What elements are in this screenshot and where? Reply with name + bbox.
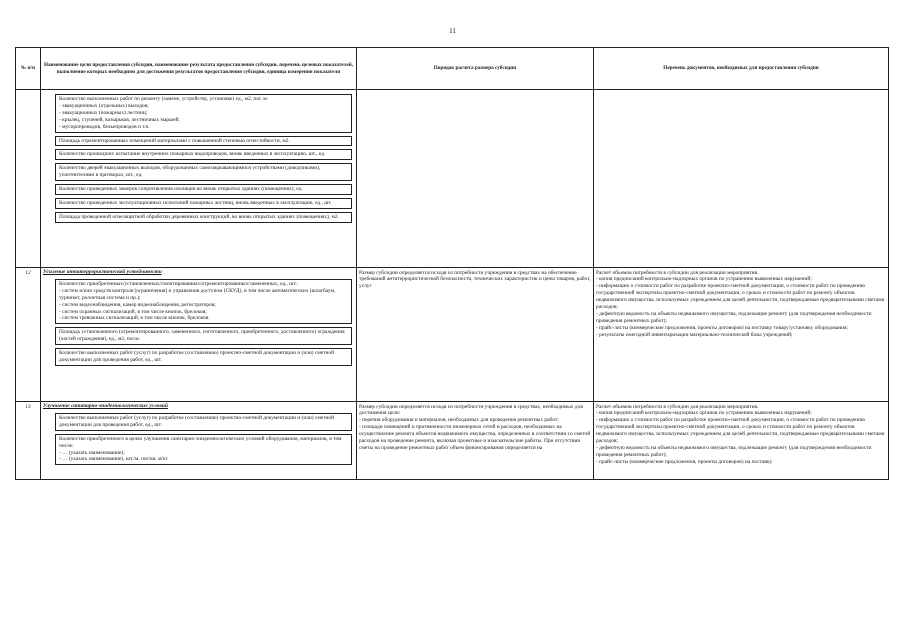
indicator-box bbox=[55, 212, 352, 223]
indicator-text: Количество выполненных работ по ремонту (замене, устройству, установке) ед., м2, пог. м: bbox=[59, 96, 269, 102]
section-13-row bbox=[16, 402, 889, 480]
doc-line: - копия предписаний контрольно-надзорных органов по устранению выявленных нарушений; bbox=[596, 276, 812, 283]
indicator-bullet: - эвакуационных (отдельных) выходов; bbox=[59, 102, 149, 109]
indicator-text: Площадь отремонтированных помещений материалами с повышенной степенью огнестойкости, м2. bbox=[59, 137, 290, 144]
indicator-text: Количество прошедших испытание внутренних пожарных водопроводов, вновь введенных в эксплуатацию, шт., ед. bbox=[59, 151, 326, 158]
header-docs: Перечень документов, необходимых для предоставления субсидии bbox=[594, 48, 889, 90]
header-name: Наименование цели предоставления субсидии, наименование результата предоставления субсидии, перечень целевых показателей, выполнение которых необходимо для достижения результатов предоставления субсидии, единица измерения показателя bbox=[41, 48, 357, 90]
doc-line: Расчет объемов потребности в субсидии для реализации мероприятия. bbox=[596, 403, 759, 410]
indicator-text: Площадь проведенной огнезащитной обработки деревянных конструкций, во вновь открытых зданиях (помещениях), м2. bbox=[59, 213, 339, 220]
continuation-items bbox=[41, 90, 357, 268]
doc-line: Расчет объемов потребности в субсидии для реализации мероприятия. bbox=[596, 269, 759, 276]
section-12-calc bbox=[357, 268, 594, 402]
header-calc: Порядок расчета размера субсидии bbox=[357, 48, 594, 90]
indicator-box bbox=[55, 348, 352, 366]
indicator-box bbox=[55, 327, 352, 345]
indicator-box bbox=[55, 198, 352, 209]
section-12-row bbox=[16, 268, 889, 402]
section-12-items bbox=[41, 268, 357, 402]
doc-line: - дефектную ведомость на объекты недвижимого имущества, подлежащие ремонту (для подтверждения необходимости проведения ремонтных работ); bbox=[596, 444, 872, 458]
indicator-bullet: - систем и/или средств контроля (ограничения) и управления доступом (СКУД), в том числе автоматических (шлагбаум, турникет, роллетная система и пр.); bbox=[59, 287, 336, 301]
indicator-text: Количество проведенных эксплуатационных испытаний пожарных лестниц, вновь введенных в эксплуатацию, ед., шт. bbox=[59, 200, 332, 207]
continuation-num bbox=[16, 90, 41, 268]
indicator-bullet: - систем тревожных сигнализаций, в том числе кнопок, брелоков. bbox=[59, 315, 210, 322]
continuation-row bbox=[16, 90, 889, 268]
indicator-text: Количество выполненных работ (услуг) по разработке (составлению) проектно-сметной документации и (или) сметной документации для проведения работ, ед., шт. bbox=[59, 350, 334, 364]
calc-text: - перечня оборудования и материалов, необходимых для проведения ремонтных работ; bbox=[359, 417, 559, 424]
indicator-text: Количество приобретенных/установленных/смонтированных/отремонтированных/замененных, ед., шт.: bbox=[59, 280, 299, 287]
indicator-bullet: - систем охранных сигнализаций, в том числе кнопок, брелоков; bbox=[59, 308, 207, 315]
indicator-box bbox=[55, 136, 352, 147]
indicator-box bbox=[55, 279, 352, 324]
indicator-box bbox=[55, 149, 352, 160]
indicator-bullet: - … (указать наименование), шт./м. пог/кв. м/кг bbox=[59, 456, 168, 463]
section-12-docs bbox=[594, 268, 889, 402]
section-12-title: Усиление антитеррористической устойчивости bbox=[43, 269, 162, 275]
indicator-text: Количество дверей эвакуационных выходов, оборудованных самозакрывающимися устройствами (доводчиками), уплотнителями в притворах, шт., ед. bbox=[59, 165, 321, 179]
doc-line: - прайс-листы (коммерческие предложения, проекты договоров) на поставку товару/установку оборудования; bbox=[596, 324, 848, 331]
indicator-bullet: - крылец, ступеней, козырьков, лестничных маршей; bbox=[59, 116, 180, 123]
section-13-title: Улучшение санитарно-эпидемиологических условий bbox=[43, 403, 168, 409]
indicator-box bbox=[55, 434, 352, 466]
doc-line: - дефектную ведомость на объекты недвижимого имущества, подлежащие ремонту (для подтверждения необходимости проведения ремонтных работ); bbox=[596, 310, 872, 324]
indicator-text: Количество выполненных работ (услуг) по разработке (составлению) проектно-сметной документации и (или) сметной документации для проведения работ, ед., шт. bbox=[59, 414, 334, 428]
calc-text: - площади помещений и протяженности инженерных сетей и расходов, необходимых на осуществление ремонта объектов недвижимого имущества, определенных в соответствии со сметой расходов на проведение ремонта, включая проектные и изыскательские работы. При отсутствии сметы на проведение ремонтных работ объем финансирования определяется на bbox=[359, 424, 591, 451]
calc-text: Размер субсидии определяется исходя из потребности учреждения в средствах, необходимых для достижения цели: bbox=[359, 403, 583, 417]
header-row bbox=[16, 48, 889, 90]
doc-line: - результаты ежегодной инвентаризации материально-технической базы учреждений; bbox=[596, 331, 793, 338]
doc-line: - информацию о стоимости работ по разработке проектно-сметной документации, о стоимости работ по проведению государственной экспертизы проектно-сметной документации, о сроках и стоимости работ по ремонту объектов недвижимого имущества, используемых учреждением для целей деятельности, подтверждаемые предварительными сметами расходов; bbox=[596, 417, 885, 445]
section-13-num: 13 bbox=[16, 402, 41, 480]
doc-line: - копия предписаний контрольно-надзорных органов по устранению выявленных нарушений; bbox=[596, 410, 812, 417]
section-13-items bbox=[41, 402, 357, 480]
doc-line: - информацию о стоимости работ по разработке проектно-сметной документации, о стоимости работ по проведению государственной экспертизы проектно-сметной документации, о сроках и стоимости работ по ремонту объектов недвижимого имущества, используемых учреждением для целей деятельности, подтверждаемые предварительными сметами расходов; bbox=[596, 283, 885, 311]
indicator-text: Площадь установленного (отремонтированного, замененного, изготовленного, приобретенного, доставленного) ограждения (частей ограждения), ед., м2, пог.м. bbox=[59, 329, 345, 343]
indicator-bullet: - систем видеонаблюдения, камер видеонаблюдения, регистраторов; bbox=[59, 301, 216, 308]
section-13-docs bbox=[594, 402, 889, 480]
section-12-num: 12 bbox=[16, 268, 41, 402]
header-num: № п/п bbox=[16, 48, 41, 90]
continuation-calc bbox=[357, 90, 594, 268]
indicator-text: Количество проведенных замеров сопротивления изоляции во вновь открытых зданиях (помещениях), ед. bbox=[59, 186, 303, 193]
indicator-box bbox=[55, 413, 352, 431]
subsidy-table bbox=[15, 47, 889, 480]
calc-text: Размер субсидии определяется исходя из потребности учреждения в средствах на обеспечение требований антитеррористической безопасности, технических характеристик и цены товаров, работ, услуг bbox=[359, 269, 591, 290]
indicator-bullet: - эвакуационных (пожарных) лестниц; bbox=[59, 109, 148, 116]
indicator-box bbox=[55, 94, 352, 133]
section-13-calc bbox=[357, 402, 594, 480]
continuation-docs bbox=[594, 90, 889, 268]
indicator-bullet: - … (указать наименование); bbox=[59, 449, 125, 456]
doc-line: - прайс-листы (коммерческие предложения, проекты договоров) на поставку bbox=[596, 458, 773, 465]
indicator-bullet: - мусоропроводов, бельепроводов и т.п. bbox=[59, 123, 150, 130]
indicator-box bbox=[55, 163, 352, 181]
page-number: 11 bbox=[449, 27, 456, 35]
indicator-text: Количество приобретенного в целях улучшения санитарно-эпидемиологических условий оборудования, материалов, в том числе: bbox=[59, 435, 342, 449]
indicator-box bbox=[55, 184, 352, 195]
